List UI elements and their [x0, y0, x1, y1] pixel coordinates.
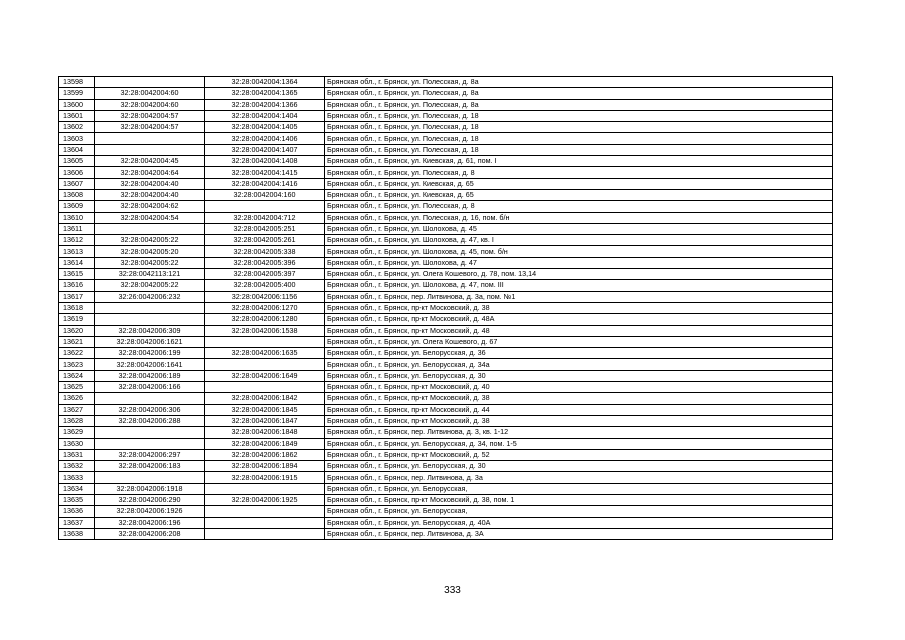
table-row	[59, 122, 833, 133]
land-cadastral-number-cell: 32:28:0042006:309	[95, 325, 205, 336]
land-cadastral-number-cell: 32:28:0042006:208	[95, 528, 205, 539]
row-number-cell: 13619	[59, 314, 95, 325]
registry-table-container	[58, 76, 833, 540]
address-cell: Брянская обл., г. Брянск, ул. Полесская, д. 8	[325, 201, 833, 212]
table-row	[59, 201, 833, 212]
object-cadastral-number-cell: 32:28:0042004:1365	[205, 88, 325, 99]
land-cadastral-number-cell: 32:28:0042005:20	[95, 246, 205, 257]
object-cadastral-number-cell: 32:28:0042006:1842	[205, 393, 325, 404]
row-number-cell: 13616	[59, 280, 95, 291]
row-number-cell: 13614	[59, 257, 95, 268]
object-cadastral-number-cell: 32:28:0042006:1635	[205, 348, 325, 359]
object-cadastral-number-cell: 32:28:0042004:160	[205, 189, 325, 200]
registry-table	[58, 76, 833, 540]
row-number-cell: 13627	[59, 404, 95, 415]
object-cadastral-number-cell: 32:28:0042005:397	[205, 269, 325, 280]
address-cell: Брянская обл., г. Брянск, пр-кт Московский, д. 38	[325, 302, 833, 313]
object-cadastral-number-cell: 32:28:0042004:1404	[205, 110, 325, 121]
land-cadastral-number-cell: 32:28:0042004:40	[95, 178, 205, 189]
table-row	[59, 269, 833, 280]
address-cell: Брянская обл., г. Брянск, ул. Олега Кошевого, д. 78, пом. 13,14	[325, 269, 833, 280]
land-cadastral-number-cell	[95, 144, 205, 155]
row-number-cell: 13629	[59, 427, 95, 438]
row-number-cell: 13631	[59, 449, 95, 460]
row-number-cell: 13624	[59, 370, 95, 381]
address-cell: Брянская обл., г. Брянск, ул. Белорусская,	[325, 506, 833, 517]
table-row	[59, 517, 833, 528]
row-number-cell: 13617	[59, 291, 95, 302]
table-row	[59, 144, 833, 155]
row-number-cell: 13625	[59, 382, 95, 393]
row-number-cell: 13604	[59, 144, 95, 155]
object-cadastral-number-cell: 32:28:0042004:1416	[205, 178, 325, 189]
land-cadastral-number-cell	[95, 438, 205, 449]
land-cadastral-number-cell: 32:28:0042005:22	[95, 235, 205, 246]
row-number-cell: 13609	[59, 201, 95, 212]
row-number-cell: 13608	[59, 189, 95, 200]
object-cadastral-number-cell: 32:28:0042005:261	[205, 235, 325, 246]
table-row	[59, 382, 833, 393]
object-cadastral-number-cell: 32:28:0042005:400	[205, 280, 325, 291]
table-row	[59, 110, 833, 121]
table-row	[59, 461, 833, 472]
address-cell: Брянская обл., г. Брянск, ул. Полесская, д. 16, пом. б/н	[325, 212, 833, 223]
table-row	[59, 99, 833, 110]
table-row	[59, 178, 833, 189]
row-number-cell: 13603	[59, 133, 95, 144]
land-cadastral-number-cell: 32:28:0042006:297	[95, 449, 205, 460]
row-number-cell: 13626	[59, 393, 95, 404]
land-cadastral-number-cell	[95, 133, 205, 144]
land-cadastral-number-cell: 32:28:0042006:1926	[95, 506, 205, 517]
land-cadastral-number-cell: 32:28:0042004:60	[95, 88, 205, 99]
row-number-cell: 13615	[59, 269, 95, 280]
row-number-cell: 13623	[59, 359, 95, 370]
object-cadastral-number-cell	[205, 359, 325, 370]
object-cadastral-number-cell: 32:28:0042006:1849	[205, 438, 325, 449]
land-cadastral-number-cell: 32:28:0042006:1918	[95, 483, 205, 494]
address-cell: Брянская обл., г. Брянск, пр-кт Московский, д. 48А	[325, 314, 833, 325]
address-cell: Брянская обл., г. Брянск, ул. Белорусская,	[325, 483, 833, 494]
object-cadastral-number-cell: 32:28:0042004:1415	[205, 167, 325, 178]
land-cadastral-number-cell: 32:28:0042005:22	[95, 257, 205, 268]
row-number-cell: 13602	[59, 122, 95, 133]
row-number-cell: 13620	[59, 325, 95, 336]
address-cell: Брянская обл., г. Брянск, пр-кт Московский, д. 44	[325, 404, 833, 415]
land-cadastral-number-cell: 32:28:0042006:199	[95, 348, 205, 359]
table-row	[59, 291, 833, 302]
object-cadastral-number-cell: 32:28:0042006:1862	[205, 449, 325, 460]
object-cadastral-number-cell: 32:28:0042006:1848	[205, 427, 325, 438]
object-cadastral-number-cell: 32:28:0042006:1280	[205, 314, 325, 325]
row-number-cell: 13638	[59, 528, 95, 539]
table-row	[59, 223, 833, 234]
address-cell: Брянская обл., г. Брянск, пр-кт Московский, д. 38	[325, 415, 833, 426]
address-cell: Брянская обл., г. Брянск, ул. Киевская, д. 65	[325, 178, 833, 189]
table-row	[59, 370, 833, 381]
table-row	[59, 404, 833, 415]
land-cadastral-number-cell: 32:28:0042004:45	[95, 156, 205, 167]
address-cell: Брянская обл., г. Брянск, пер. Литвинова, д. 3, кв. 1-12	[325, 427, 833, 438]
object-cadastral-number-cell: 32:28:0042004:1405	[205, 122, 325, 133]
object-cadastral-number-cell: 32:28:0042006:1538	[205, 325, 325, 336]
land-cadastral-number-cell: 32:28:0042006:1641	[95, 359, 205, 370]
object-cadastral-number-cell: 32:28:0042005:396	[205, 257, 325, 268]
object-cadastral-number-cell: 32:28:0042004:1366	[205, 99, 325, 110]
address-cell: Брянская обл., г. Брянск, ул. Белорусская, д. 36	[325, 348, 833, 359]
object-cadastral-number-cell: 32:28:0042005:251	[205, 223, 325, 234]
object-cadastral-number-cell: 32:28:0042006:1845	[205, 404, 325, 415]
table-row	[59, 167, 833, 178]
row-number-cell: 13611	[59, 223, 95, 234]
land-cadastral-number-cell: 32:28:0042004:54	[95, 212, 205, 223]
land-cadastral-number-cell: 32:28:0042006:189	[95, 370, 205, 381]
land-cadastral-number-cell: 32:28:0042004:60	[95, 99, 205, 110]
table-row	[59, 528, 833, 539]
land-cadastral-number-cell: 32:28:0042005:22	[95, 280, 205, 291]
table-row	[59, 235, 833, 246]
row-number-cell: 13612	[59, 235, 95, 246]
address-cell: Брянская обл., г. Брянск, ул. Белорусская, д. 34, пом. 1-5	[325, 438, 833, 449]
object-cadastral-number-cell	[205, 483, 325, 494]
land-cadastral-number-cell: 32:28:0042004:40	[95, 189, 205, 200]
row-number-cell: 13607	[59, 178, 95, 189]
object-cadastral-number-cell: 32:28:0042004:1364	[205, 77, 325, 88]
row-number-cell: 13636	[59, 506, 95, 517]
object-cadastral-number-cell	[205, 506, 325, 517]
address-cell: Брянская обл., г. Брянск, ул. Белорусская, д. 40А	[325, 517, 833, 528]
row-number-cell: 13630	[59, 438, 95, 449]
address-cell: Брянская обл., г. Брянск, пр-кт Московский, д. 38, пом. 1	[325, 494, 833, 505]
object-cadastral-number-cell: 32:28:0042004:1408	[205, 156, 325, 167]
address-cell: Брянская обл., г. Брянск, ул. Шолохова, д. 47, кв. I	[325, 235, 833, 246]
table-row	[59, 494, 833, 505]
row-number-cell: 13599	[59, 88, 95, 99]
land-cadastral-number-cell	[95, 472, 205, 483]
table-row	[59, 359, 833, 370]
address-cell: Брянская обл., г. Брянск, ул. Шолохова, д. 45	[325, 223, 833, 234]
table-row	[59, 280, 833, 291]
address-cell: Брянская обл., г. Брянск, ул. Белорусская, д. 34а	[325, 359, 833, 370]
row-number-cell: 13634	[59, 483, 95, 494]
object-cadastral-number-cell: 32:28:0042006:1925	[205, 494, 325, 505]
row-number-cell: 13621	[59, 336, 95, 347]
object-cadastral-number-cell: 32:28:0042006:1156	[205, 291, 325, 302]
address-cell: Брянская обл., г. Брянск, ул. Белорусская, д. 30	[325, 370, 833, 381]
address-cell: Брянская обл., г. Брянск, ул. Полесская, д. 18	[325, 122, 833, 133]
address-cell: Брянская обл., г. Брянск, пр-кт Московский, д. 48	[325, 325, 833, 336]
table-row	[59, 156, 833, 167]
table-row	[59, 393, 833, 404]
object-cadastral-number-cell: 32:28:0042006:1915	[205, 472, 325, 483]
table-row	[59, 246, 833, 257]
land-cadastral-number-cell	[95, 302, 205, 313]
object-cadastral-number-cell	[205, 201, 325, 212]
table-row	[59, 336, 833, 347]
table-row	[59, 449, 833, 460]
table-row	[59, 133, 833, 144]
row-number-cell: 13622	[59, 348, 95, 359]
table-row	[59, 212, 833, 223]
object-cadastral-number-cell: 32:28:0042004:1407	[205, 144, 325, 155]
land-cadastral-number-cell: 32:28:0042006:1621	[95, 336, 205, 347]
land-cadastral-number-cell	[95, 427, 205, 438]
row-number-cell: 13628	[59, 415, 95, 426]
row-number-cell: 13632	[59, 461, 95, 472]
table-row	[59, 314, 833, 325]
land-cadastral-number-cell	[95, 223, 205, 234]
address-cell: Брянская обл., г. Брянск, ул. Шолохова, д. 45, пом. б/н	[325, 246, 833, 257]
table-row	[59, 302, 833, 313]
row-number-cell: 13610	[59, 212, 95, 223]
table-row	[59, 88, 833, 99]
address-cell: Брянская обл., г. Брянск, ул. Полесская, д. 8а	[325, 77, 833, 88]
table-row	[59, 325, 833, 336]
object-cadastral-number-cell: 32:28:0042006:1270	[205, 302, 325, 313]
address-cell: Брянская обл., г. Брянск, ул. Полесская, д. 18	[325, 110, 833, 121]
land-cadastral-number-cell: 32:28:0042004:62	[95, 201, 205, 212]
row-number-cell: 13606	[59, 167, 95, 178]
address-cell: Брянская обл., г. Брянск, пр-кт Московский, д. 52	[325, 449, 833, 460]
row-number-cell: 13633	[59, 472, 95, 483]
land-cadastral-number-cell: 32:28:0042006:166	[95, 382, 205, 393]
row-number-cell: 13600	[59, 99, 95, 110]
land-cadastral-number-cell: 32:28:0042004:64	[95, 167, 205, 178]
row-number-cell: 13637	[59, 517, 95, 528]
land-cadastral-number-cell	[95, 77, 205, 88]
address-cell: Брянская обл., г. Брянск, пр-кт Московский, д. 38	[325, 393, 833, 404]
land-cadastral-number-cell: 32:28:0042006:183	[95, 461, 205, 472]
land-cadastral-number-cell: 32:26:0042006:232	[95, 291, 205, 302]
row-number-cell: 13601	[59, 110, 95, 121]
table-row	[59, 438, 833, 449]
land-cadastral-number-cell: 32:28:0042006:306	[95, 404, 205, 415]
address-cell: Брянская обл., г. Брянск, ул. Олега Кошевого, д. 67	[325, 336, 833, 347]
object-cadastral-number-cell: 32:28:0042004:1406	[205, 133, 325, 144]
address-cell: Брянская обл., г. Брянск, пер. Литвинова, д. 3а	[325, 472, 833, 483]
address-cell: Брянская обл., г. Брянск, пер. Литвинова, д. 3А	[325, 528, 833, 539]
land-cadastral-number-cell: 32:28:0042006:290	[95, 494, 205, 505]
table-row	[59, 348, 833, 359]
object-cadastral-number-cell	[205, 528, 325, 539]
land-cadastral-number-cell	[95, 393, 205, 404]
page-number: 333	[444, 585, 461, 596]
registry-table-body	[59, 77, 833, 540]
land-cadastral-number-cell: 32:28:0042113:121	[95, 269, 205, 280]
object-cadastral-number-cell: 32:28:0042004:712	[205, 212, 325, 223]
table-row	[59, 415, 833, 426]
table-row	[59, 257, 833, 268]
object-cadastral-number-cell: 32:28:0042006:1847	[205, 415, 325, 426]
row-number-cell: 13635	[59, 494, 95, 505]
address-cell: Брянская обл., г. Брянск, ул. Полесская, д. 8	[325, 167, 833, 178]
object-cadastral-number-cell	[205, 382, 325, 393]
address-cell: Брянская обл., г. Брянск, пер. Литвинова, д. 3а, пом. №1	[325, 291, 833, 302]
address-cell: Брянская обл., г. Брянск, ул. Полесская, д. 8а	[325, 88, 833, 99]
address-cell: Брянская обл., г. Брянск, пр-кт Московский, д. 40	[325, 382, 833, 393]
object-cadastral-number-cell: 32:28:0042005:338	[205, 246, 325, 257]
land-cadastral-number-cell: 32:28:0042006:288	[95, 415, 205, 426]
table-row	[59, 189, 833, 200]
address-cell: Брянская обл., г. Брянск, ул. Полесская, д. 18	[325, 144, 833, 155]
table-row	[59, 506, 833, 517]
address-cell: Брянская обл., г. Брянск, ул. Шолохова, д. 47, пом. III	[325, 280, 833, 291]
address-cell: Брянская обл., г. Брянск, ул. Полесская, д. 8а	[325, 99, 833, 110]
address-cell: Брянская обл., г. Брянск, ул. Киевская, д. 65	[325, 189, 833, 200]
table-row	[59, 472, 833, 483]
address-cell: Брянская обл., г. Брянск, ул. Киевская, д. 61, пом. I	[325, 156, 833, 167]
address-cell: Брянская обл., г. Брянск, ул. Белорусская, д. 30	[325, 461, 833, 472]
object-cadastral-number-cell	[205, 517, 325, 528]
object-cadastral-number-cell: 32:28:0042006:1649	[205, 370, 325, 381]
address-cell: Брянская обл., г. Брянск, ул. Полесская, д. 18	[325, 133, 833, 144]
land-cadastral-number-cell	[95, 314, 205, 325]
land-cadastral-number-cell: 32:28:0042004:57	[95, 122, 205, 133]
row-number-cell: 13613	[59, 246, 95, 257]
object-cadastral-number-cell	[205, 336, 325, 347]
address-cell: Брянская обл., г. Брянск, ул. Шолохова, д. 47	[325, 257, 833, 268]
object-cadastral-number-cell: 32:28:0042006:1894	[205, 461, 325, 472]
table-row	[59, 427, 833, 438]
row-number-cell: 13605	[59, 156, 95, 167]
row-number-cell: 13618	[59, 302, 95, 313]
row-number-cell: 13598	[59, 77, 95, 88]
land-cadastral-number-cell: 32:28:0042006:196	[95, 517, 205, 528]
land-cadastral-number-cell: 32:28:0042004:57	[95, 110, 205, 121]
table-row	[59, 77, 833, 88]
table-row	[59, 483, 833, 494]
